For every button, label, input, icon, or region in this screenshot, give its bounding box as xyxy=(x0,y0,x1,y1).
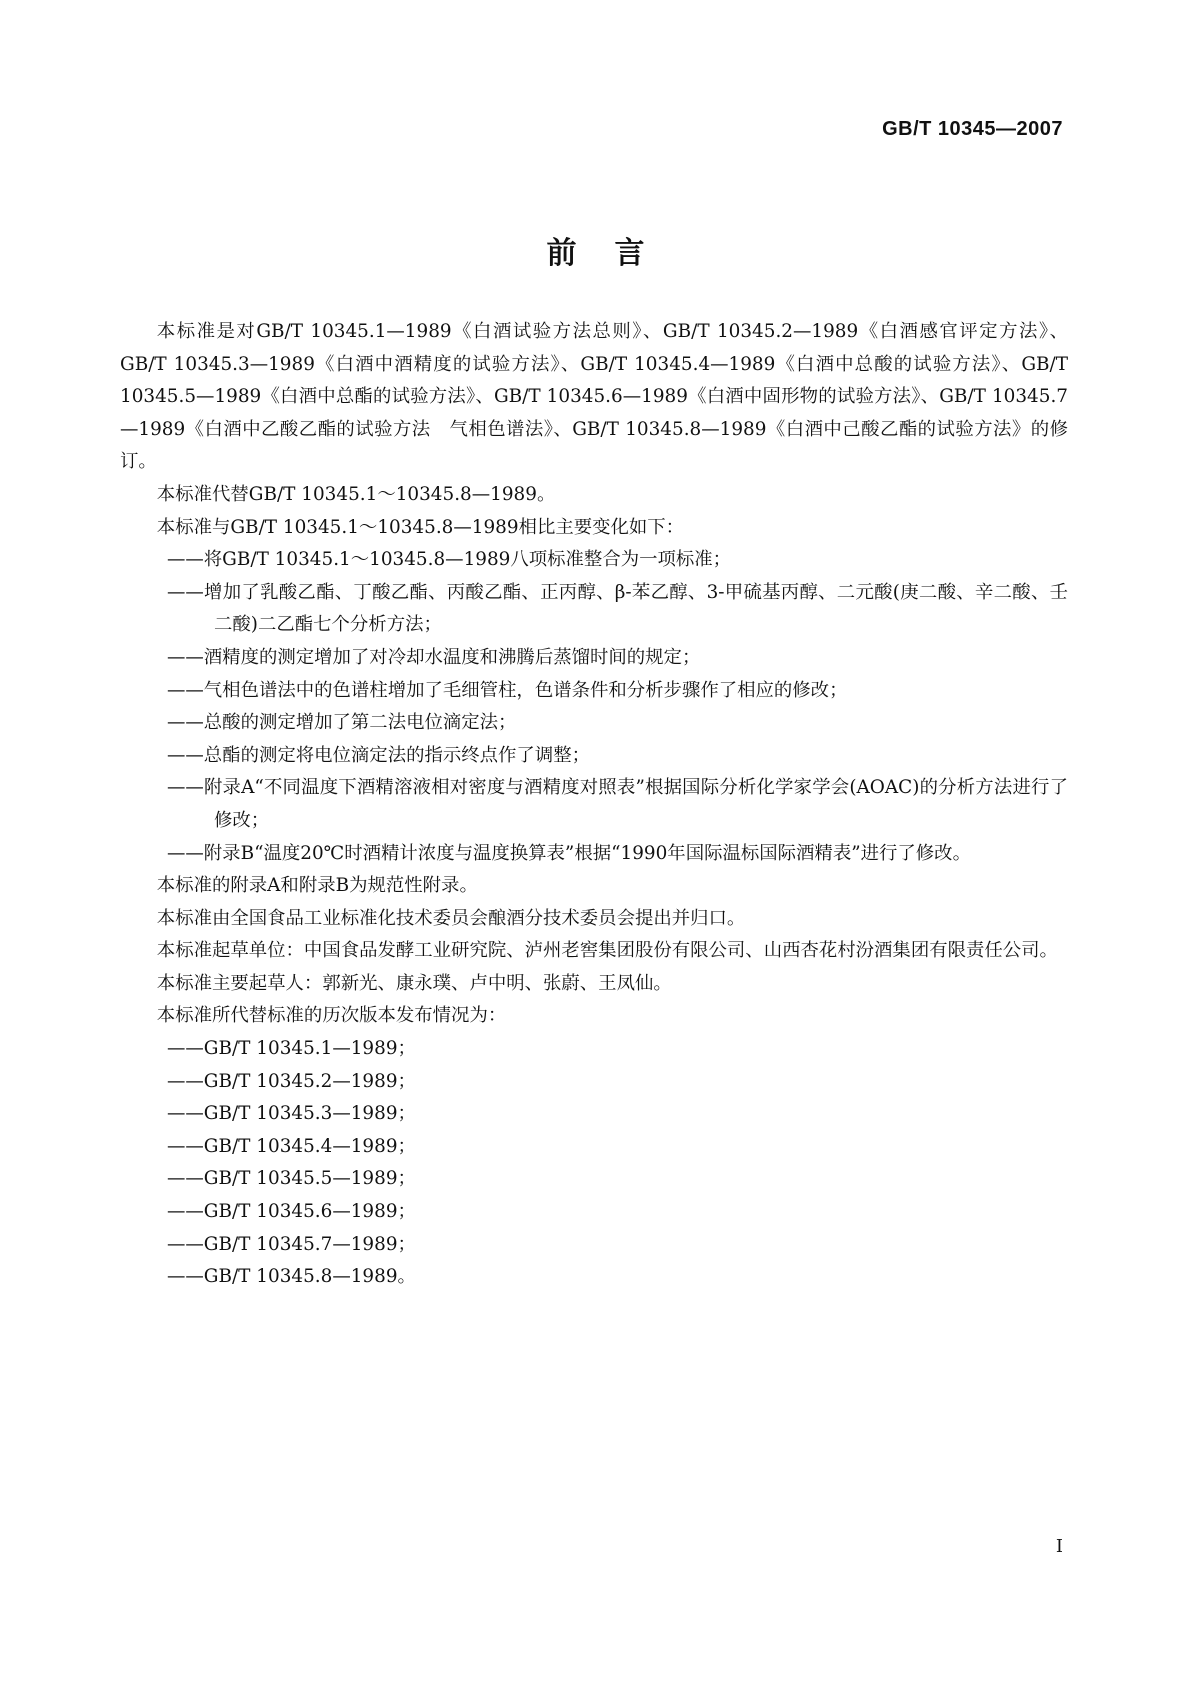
page-title: 前言 xyxy=(546,236,683,271)
list-item: ——总酯的测定将电位滴定法的指示终点作了调整； xyxy=(167,744,590,766)
list-item: ——增加了乳酸乙酯、丁酸乙酯、丙酸乙酯、正丙醇、β-苯乙醇、3-甲硫基丙醇、二元酸(庚二酸、辛二酸、壬二酸)二乙酯七个分析方法； xyxy=(167,581,1068,636)
standard-code: GB/T 10345—2007 xyxy=(882,118,1063,140)
list-item: ——GB/T 10345.1—1989； xyxy=(167,1038,416,1060)
list-item: ——将GB/T 10345.1～10345.8—1989八项标准整合为一项标准； xyxy=(167,549,732,571)
list-item: ——总酸的测定增加了第二法电位滴定法； xyxy=(167,712,517,734)
list-item: ——附录A“不同温度下酒精溶液相对密度与酒精度对照表”根据国际分析化学家学会(AOAC)的分析方法进行了修改； xyxy=(167,777,1068,831)
history-list xyxy=(120,1033,1068,1294)
list-item: ——附录B“温度20℃时酒精计浓度与温度换算表”根据“1990年国际温标国际酒精表”进行了修改。 xyxy=(167,842,971,864)
paragraph-drafters: 本标准主要起草人：郭新光、康永璞、卢中明、张蔚、王凤仙。 xyxy=(156,972,672,994)
list-item: ——酒精度的测定增加了对冷却水温度和沸腾后蒸馏时间的规定； xyxy=(167,646,701,668)
paragraph-drafting-units: 本标准起草单位：中国食品发酵工业研究院、泸州老窖集团股份有限公司、山西杏花村汾酒集团有限责任公司。 xyxy=(156,940,1058,962)
paragraph-changes-intro: 本标准与GB/T 10345.1～10345.8—1989相比主要变化如下： xyxy=(156,516,685,538)
list-item: ——GB/T 10345.6—1989； xyxy=(167,1201,416,1223)
paragraph-appendix: 本标准的附录A和附录B为规范性附录。 xyxy=(156,875,478,897)
paragraph-history-intro: 本标准所代替标准的历次版本发布情况为： xyxy=(156,1005,507,1027)
changes-list xyxy=(120,544,1068,870)
list-item: ——GB/T 10345.7—1989； xyxy=(167,1233,416,1255)
list-item: ——GB/T 10345.4—1989； xyxy=(167,1135,416,1157)
list-item: ——GB/T 10345.5—1989； xyxy=(167,1168,416,1190)
paragraph-replaces: 本标准代替GB/T 10345.1～10345.8—1989。 xyxy=(156,483,556,505)
list-item: ——气相色谱法中的色谱柱增加了毛细管柱，色谱条件和分析步骤作了相应的修改； xyxy=(167,679,848,701)
paragraph-revision: 本标准是对GB/T 10345.1—1989《白酒试验方法总则》、GB/T 10345.2—1989《白酒感官评定方法》、GB/T 10345.3—1989《白酒中酒精度的试验方法》、GB/T 10345.4—1989《白酒中总酸的试验方法》、GB/T 10345.5—1989《白酒中总酯的试验方法》、GB/T 10345.6—1989《白酒中固形物的试验方法》、GB/T 10345.7—1989《白酒中乙酸乙酯的试验方法 气相色谱法》、GB/T 10345.8—1989《白酒中己酸乙酯的试验方法》的修订。 xyxy=(120,321,1068,473)
list-item: ——GB/T 10345.3—1989； xyxy=(167,1103,416,1125)
page-number: I xyxy=(1055,1536,1063,1557)
list-item: ——GB/T 10345.2—1989； xyxy=(167,1070,416,1092)
foreword-body xyxy=(120,316,1068,1294)
paragraph-proposer: 本标准由全国食品工业标准化技术委员会酿酒分技术委员会提出并归口。 xyxy=(156,907,746,929)
list-item: ——GB/T 10345.8—1989。 xyxy=(167,1266,416,1288)
